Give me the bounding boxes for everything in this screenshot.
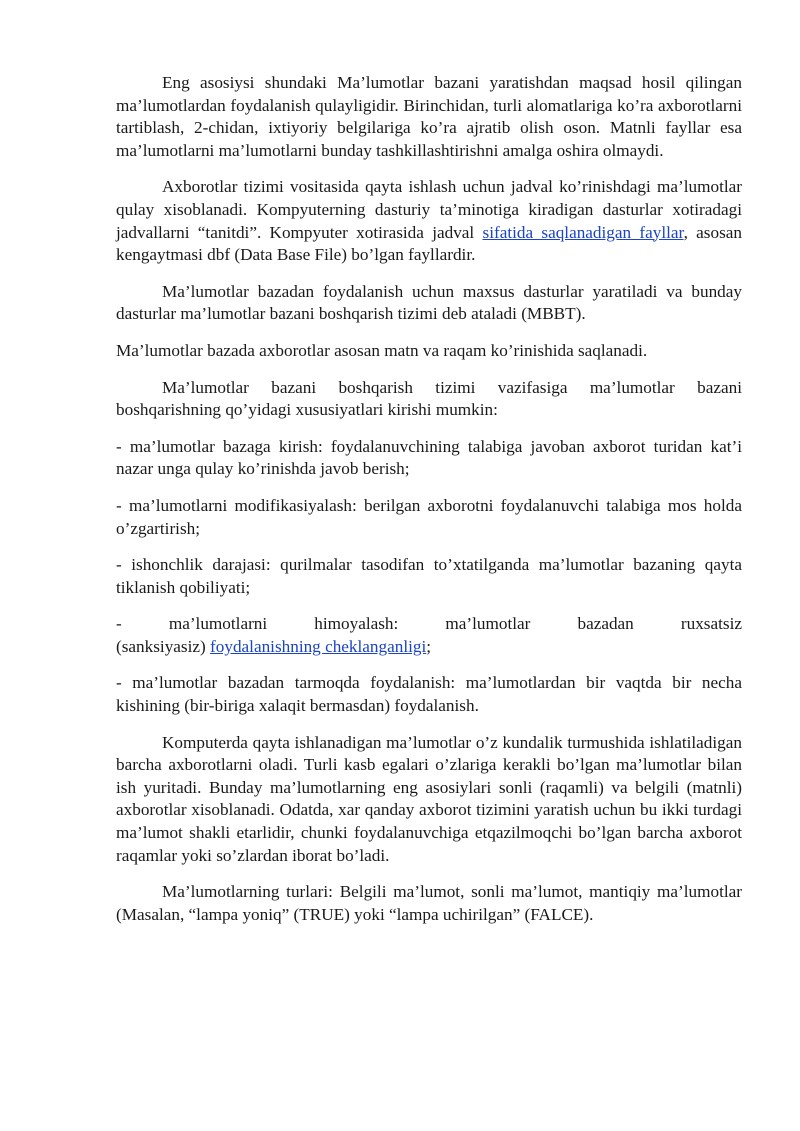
paragraph-purpose: Eng asosiysi shundaki Ma’lumotlar bazani yaratishdan maqsad hosil qilingan ma’lumotlardan foydalanish qulayligidir. Birinchidan, turli alomatlariga ko’ra axborotlarni tartiblash, 2-chidan, ixtiyoriy belgilariga ko’ra ajratib olish oson. Matnli fayllar esa ma’lumotlarni ma’lumotlarni bunday tashkillashtirishni amalga oshira olmaydi.	[116, 73, 742, 160]
link-restricted-use[interactable]: foydalanishning cheklanganligi	[210, 636, 427, 656]
paragraph-mbbt: Ma’lumotlar bazadan foydalanish uchun maxsus dasturlar yaratiladi va bunday dasturlar ma’lumotlar bazani boshqarish tizimi deb ataladi (MBBT).	[116, 281, 742, 324]
list-item-network: - ma’lumotlar bazadan tarmoqda foydalanish: ma’lumotlardan bir vaqtda bir necha kishining (bir-biriga xalaqit bermasdan) foydalanish.	[116, 673, 742, 716]
list-item-access: - ma’lumotlar bazaga kirish: foydalanuvchining talabiga javoban axborot turidan kat’i nazar unga qulay ko’rinishda javob berish;	[116, 436, 742, 479]
list-item-protection	[116, 613, 742, 658]
link-saved-files[interactable]: sifatida saqlanadigan fayllar	[482, 222, 684, 242]
list-item-reliability: - ishonchlik darajasi: qurilmalar tasodifan to’xtatilganda ma’lumotlar bazaning qayta tiklanish qobiliyati;	[116, 555, 742, 597]
paragraph-data-types: Ma’lumotlarning turlari: Belgili ma’lumot, sonli ma’lumot, mantiqiy ma’lumotlar (Masalan, “lampa yoniq” (TRUE) yoki “lampa uchirilgan” (FALCE).	[116, 882, 742, 924]
list-item-protection-prefix: (sanksiyasiz)	[116, 636, 211, 656]
paragraph-tables	[116, 176, 742, 266]
list-item-protection-suffix: ;	[426, 636, 432, 656]
list-item-modification: - ma’lumotlarni modifikasiyalash: berilgan axborotni foydalanuvchi talabiga mos holda o’zgartirish;	[116, 495, 742, 538]
list-item-protection-line1: - ma’lumotlarni himoyalash: ma’lumotlar bazadan ruxsatsiz	[116, 614, 742, 634]
document-page	[116, 72, 742, 940]
paragraph-tables-text: Axborotlar tizimi vositasida qayta ishlash uchun jadval ko’rinishdagi ma’lumotlar qulay xisoblanadi. Kompyuterning dasturiy ta’minotiga kiradigan dasturlar xotiradagi jadvallarni “tanitdi”. Kompyuter xotirasida jadval	[116, 177, 742, 242]
paragraph-tables-tail: , asosan kengaytmasi dbf (Data Base File) bo’lgan fayllardir.	[116, 222, 742, 265]
list-item-protection-line2	[116, 636, 742, 659]
paragraph-functions-intro: Ma’lumotlar bazani boshqarish tizimi vazifasiga ma’lumotlar bazani boshqarishning qo’yidagi xususiyatlari kirishi mumkin:	[116, 377, 742, 420]
paragraph-data-kinds: Komputerda qayta ishlanadigan ma’lumotlar o’z kundalik turmushida ishlatiladigan barcha axborotlarni oladi. Turli kasb egalari o’zlariga kerakli bo’lgan ma’lumotlar bilan ish yuritadi. Bunday ma’lumotlarning eng asosiylari sonli (raqamli) va belgili (matnli) axborotlar xisoblanadi. Odatda, xar qanday axborot tizimini yaratish uchun bu ikki turdagi ma’lumot shakli etarlidir, chunki foydalanuvchiga etqazilmoqchi bo’lgan barcha axborot raqamlar yoki so’zlardan iborat bo’ladi.	[116, 732, 742, 865]
paragraph-storage: Ma’lumotlar bazada axborotlar asosan matn va raqam ko’rinishida saqlanadi.	[116, 340, 648, 360]
